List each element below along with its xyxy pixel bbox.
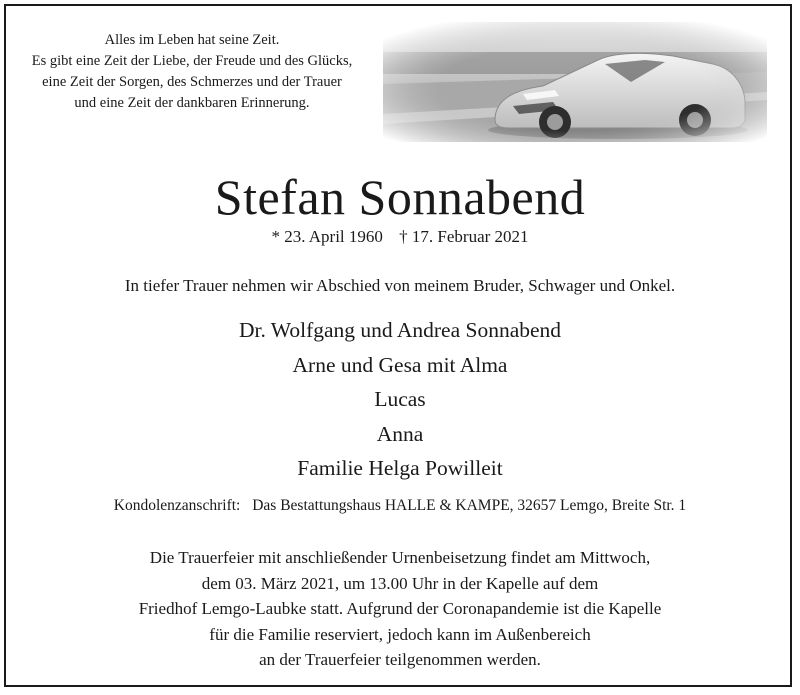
- mourner-entry: Arne und Gesa mit Alma: [292, 352, 508, 377]
- mourner-entry: Lucas: [374, 387, 426, 411]
- mourning-intro: In tiefer Trauer nehmen wir Abschied von meinem Bruder, Schwager und Onkel.: [124, 276, 676, 295]
- poem-line: eine Zeit der Sorgen, des Schmerzes und der Trauer: [42, 74, 342, 90]
- condolence-address: [0, 495, 800, 517]
- ceremony-line: für die Familie reserviert, jedoch kann im Außenbereich: [209, 624, 591, 644]
- condolence-address-label: Kondolenzanschrift:: [113, 497, 241, 514]
- ceremony-line: Die Trauerfeier mit anschließender Urnenbeisetzung findet am Mittwoch,: [149, 548, 651, 567]
- ceremony-notice: [0, 545, 800, 673]
- mourner-entry: Dr. Wolfgang und Andrea Sonnabend: [238, 318, 562, 342]
- poem-line: und eine Zeit der dankbaren Erinnerung.: [74, 95, 310, 111]
- ceremony-line: an der Trauerfeier teilgenommen werden.: [259, 650, 541, 669]
- car-photo-illustration: [383, 22, 767, 142]
- life-dates: [0, 226, 800, 248]
- poem-block: [12, 30, 372, 114]
- death-date: † 17. Februar 2021: [399, 227, 529, 246]
- mourner-entry: Anna: [376, 421, 424, 446]
- condolence-address-value: Das Bestattungshaus HALLE & KAMPE, 32657 Lemgo, Breite Str. 1: [252, 497, 687, 514]
- poem-line: Alles im Leben hat seine Zeit.: [104, 32, 280, 48]
- mourner-entry: Familie Helga Powilleit: [297, 456, 503, 480]
- mourners-list: [0, 313, 800, 486]
- poem-line: Es gibt eine Zeit der Liebe, der Freude und des Glücks,: [31, 53, 353, 69]
- birth-date: * 23. April 1960: [271, 227, 383, 246]
- car-photo: [383, 22, 767, 142]
- ceremony-line: dem 03. März 2021, um 13.00 Uhr in der Kapelle auf dem: [201, 573, 599, 593]
- deceased-name: Stefan Sonnabend: [214, 169, 586, 225]
- ceremony-line: Friedhof Lemgo-Laubke statt. Aufgrund der Coronapandemie ist die Kapelle: [138, 599, 662, 618]
